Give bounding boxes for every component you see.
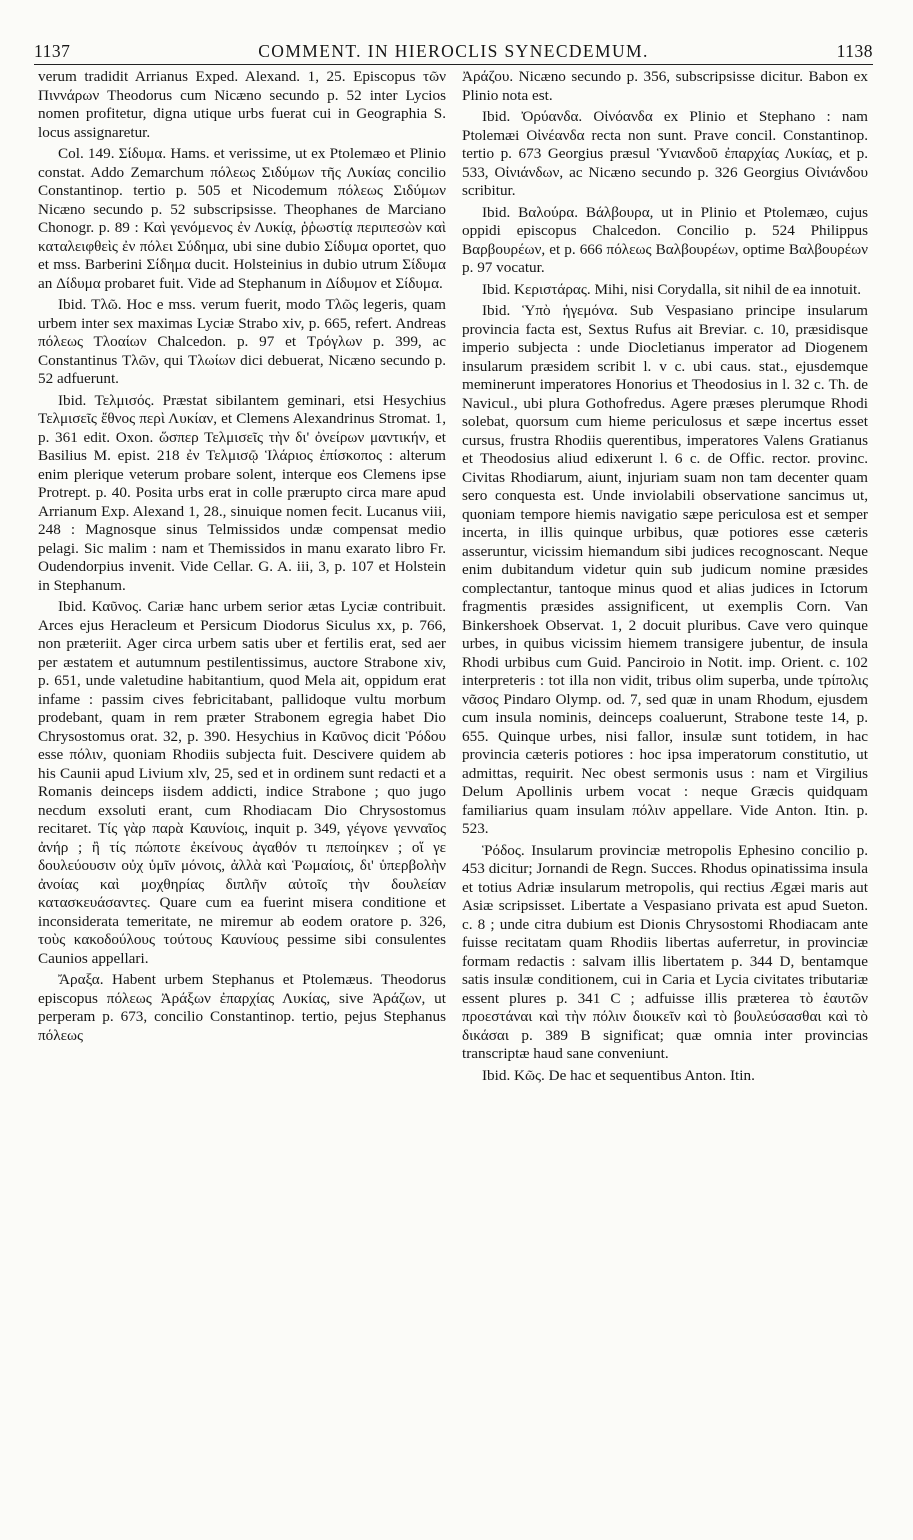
paragraph: Ibid. Κῶς. De hac et sequentibus Anton. Itin. xyxy=(482,1066,755,1084)
header-rule xyxy=(34,64,873,65)
paragraph: Ibid. Τελμισός. Præstat sibilantem geminari, etsi Hesychius Τελμισεῖς ἔθνος περὶ Λυκίαν, et Clemens Alexandrinus Stromat. 1, p. 361 edit. Oxon. ὥσπερ Τελμισεῖς τὴν δι' ὀνείρων μαντικήν, et Basilius M. epist. 218 ἐν Τελμισῷ Ἱλάριος ἐπίσκοπος : alterum enim plerique veterum probare solent, interque eos Clemens ipse Protrept. p. 40. Posita urbs erat in colle prærupto circa mare apud Arrianum Exp. Alexand 1, 28., sinuique nomen fecit. Lucanus viii, 248 : Magnosque sinus Telmissidos undæ compensat medio pelagi. Sic malim : nam et Themissidos in manu exarato libro Fr. Oudendorpius invenit. Vide Cellar. G. A. iii, 3, p. 107 et Holstein in Stephanum. xyxy=(38,391,446,594)
paragraph: Col. 149. Σίδυμα. Hams. et verissime, ut ex Ptolemæo et Plinio constat. Addo Zemarchum πόλεως Σιδύμων τῆς Λυκίας concilio Constantinop. tertio p. 505 et Nicodemum πόλεως Σιδύμων Nicæno secundo p. 52 subscripsisse. Theophanes de Marciano Chonogr. p. 89 : Καὶ γενόμενος ἐν Λυκίᾳ, ῥῥωστίᾳ περιπεσὼν καὶ καταλειφθεὶς ἐν πόλει Σύδημα, ubi sine dubio Σίδυμα oportet, quo et mss. Barberini Σίδημα ducit. Holsteinius in dubio utrum Σίδυμα an Δίδυμα probaret fuit. Vide ad Stephanum in Δίδυμον et Σίδυμα. xyxy=(38,145,446,292)
paragraph: Ibid. Ὑπὸ ἡγεμόνα. Sub Vespasiano principe insularum provincia facta est, Sextus Rufus ait Breviar. c. 10, præsidisque imperio subjecta : unde Diocletianus imperator ad Diogenem insularum præsidem scribit l. v c. ubi caus. stat., ejusdemque meminerunt imperatores Honorius et Theodosius in l. 32 c. Th. de Navicul., ubi plura Gothofredus. Agere præses plerumque Rhodi solebat, quorsum cum hieme periculosus et sæpe incertus esset cursus, frustra Rhodiis querentibus, imperatores Valens Gratianus et Theodosius aliud edixerunt l. 6 c. de Offic. rector. provinc. Civitas Rhodiarum, aiunt, injuriam suam non tam decenter quam sero conquesta est. Unde inviolabili observatione sancimus ut, quoniam tempore hiemis navigatio sæpe periculosa est et semper incerta, in illis quinque urbibus, quæ potiores esse cæteris asseruntur, vicissim hiemandum sibi judices recognoscant. Neque enim dubitandum videtur quin sub judicum nomine præsides complectantur, tantoque minus quod et alias judices in Ictorum fragmentis præsides assignificent, ut exemplis Corn. Van Binkershoek Observat. 1, 2 docuit pluribus. Cave vero quinque urbes, in quibus vicissim hiemem transigere jubentur, de insula Rhodi urbibus cum Guid. Panciroio in Notit. imp. Orient. c. 102 interpreteris : tot illa non vidit, tribus olim superba, unde τρίπολις νᾶσος Pindaro Olymp. od. 7, sed quæ in unam Rhodum, ejusdem cum insula nominis, deinceps coaluerunt, Strabone teste 14, p. 655. Quinque urbes, nisi fallor, insulæ sunt totidem, in hac provincia cæteris potiores : hoc ipsa imperatorum constitutio, ut admittas, requirit. Nec obest sermonis usus : nam et Virgilius Delum Apollinis urbem vocat : neque Græcis quidquam familiarius quam insulam πόλιν appellare. Vide Anton. Itin. p. 523. xyxy=(462,302,868,837)
paragraph: verum tradidit Arrianus Exped. Alexand. 1, 25. Episcopus τῶν Πιννάρων Theodorus cum Nicæno secundo p. 52 inter Lycios nomen profitetur, digna utique urbs fuerat cui in Geographia S. locus assignaretur. xyxy=(38,68,446,141)
paragraph: Ῥόδος. Insularum provinciæ metropolis Ephesino concilio p. 453 dicitur; Jornandi de Regn. Succes. Rhodus opinatissima insula et totius Adriæ insularum metropolis, qui rectius Ægæi maris aut Asiæ scripsisset. Libertate a Vespasiano privata est apud Sueton. c. 8 ; unde citra dubium est Dionis Chrysostomi Rhodiacam ante fuisse recitatam quam Rhodiis libertas auferretur, in provinciæ formam redactis : salvam illis libertatem p. 344 D, bentamque satis insulæ conditionem, cui in Caria et Lycia civitates tributariæ essent plures p. 341 C ; adfuisse illis præterea τὸ ἑαυτῶν προεστάναι καὶ τὴν πόλιν διοικεῖν καὶ τὸ βουλεύσασθαι καὶ τὸ δικάσαι p. 389 B significat; quæ omnia inter provincias transcriptæ haud sane conveniunt. xyxy=(462,841,868,1062)
paragraph: Ibid. Τλῶ. Hoc e mss. verum fuerit, modo Τλῶς legeris, quam urbem inter sex maximas Lyciæ Strabo xiv, p. 665, refert. Andreas πόλεως Τλοαίων Chalcedon. p. 97 et Τρόγλων p. 399, ac Constantinus Τλῶν, qui Τλωίων dici debuerat, Nicæno secundo p. 52 adfuerunt. xyxy=(38,296,446,387)
left-page-number: 1137 xyxy=(34,41,71,61)
right-page-number: 1138 xyxy=(836,41,873,61)
running-title: COMMENT. IN HIEROCLIS SYNECDEMUM. xyxy=(258,41,649,61)
paragraph: Ibid. Βαλούρα. Βάλβουρα, ut in Plinio et Ptolemæo, cujus oppidi episcopus Chalcedon. Concilio p. 524 Philippus Βαρβουρέων, et p. 666 πόλεως Βαλβουρέων, optime Βαλβουρέων p. 97 vocatur. xyxy=(462,203,868,276)
right-column xyxy=(462,68,868,1088)
running-header xyxy=(34,36,873,62)
paragraph: Ἄραξα. Habent urbem Stephanus et Ptolemæus. Theodorus episcopus πόλεως Ἀράξων ἐπαρχίας Λυκίας, sive Ἀράζων, ut perperam p. 673, concilio Constantinop. tertio, pejus Stephanus πόλεως xyxy=(38,971,446,1044)
paragraph: Ibid. Κεριστάρας. Mihi, nisi Corydalla, sit nihil de ea innotuit. xyxy=(482,280,862,298)
paragraph: Ibid. Ὀρύανδα. Οἰνόανδα ex Plinio et Stephano : nam Ptolemæi Οἰνέανδα recta non sunt. Prave concil. Constantinop. tertio p. 673 Georgius præsul Ὑνιανδοῦ ἐπαρχίας Λυκίας, et p. 533, Οἰνιάνδων, ac Nicæno secundo p. 326 Georgius Οἰνιάνδου scribitur. xyxy=(462,108,868,199)
paragraph: Ἀράζου. Nicæno secundo p. 356, subscripsisse dicitur. Babon ex Plinio nota est. xyxy=(462,68,868,104)
left-column xyxy=(38,68,446,1048)
paragraph: Ibid. Καῦνος. Cariæ hanc urbem serior ætas Lyciæ contribuit. Arces ejus Heracleum et Persicum Diodorus Siculus xx, p. 766, non præteriit. Ager circa urbem satis uber et fertilis erat, sed aer per æstatem et autumnum pestilentissimus, auctore Strabone xiv, p. 651, unde valetudine habitantium, quod Mela ait, oppidum erat infame : passim cives febricitabant, pallidoque vultu morbum prodebant, quam in rem præter Strabonem egregia habet Dio Chrysostomus orat. 32, p. 390. Hesychius in Καῦνος dicit Ῥόδου esse πόλιν, quoniam Rhodiis subjecta fuit. Descivere quidem ab his Caunii apud Livium xlv, 25, sed et in ordinem sunt redacti et a Romanis deinceps iisdem addicti, indice Strabone ; quo jugo necdum exsoluti erant, cum Rhodiacam Dio Chrysostomus recitaret. Τίς γὰρ παρὰ Καυνίοις, inquit p. 349, γέγονε γενναῖος ἀνήρ ; ἢ τίς πώποτε ἐκείνους ἀγαθόν τι πεποίηκεν ; οἵ γε δουλεύουσιν οὐχ ὑμῖν μόνοις, ἀλλὰ καὶ Ῥωμαίοις, δι' ὑπερβολὴν ἀνοίας καὶ μοχθηρίας διπλῆν αὐτοῖς τὴν δουλείαν κατασκευάσαντες. Quare cum ea fuerint misera conditione et inconsiderata temeritate, ne miremur ab eodem oratore p. 326, τοὺς κακοδούλους τούτους Καυνίους pessime sibi consulentes Caunios appellari. xyxy=(38,598,446,967)
